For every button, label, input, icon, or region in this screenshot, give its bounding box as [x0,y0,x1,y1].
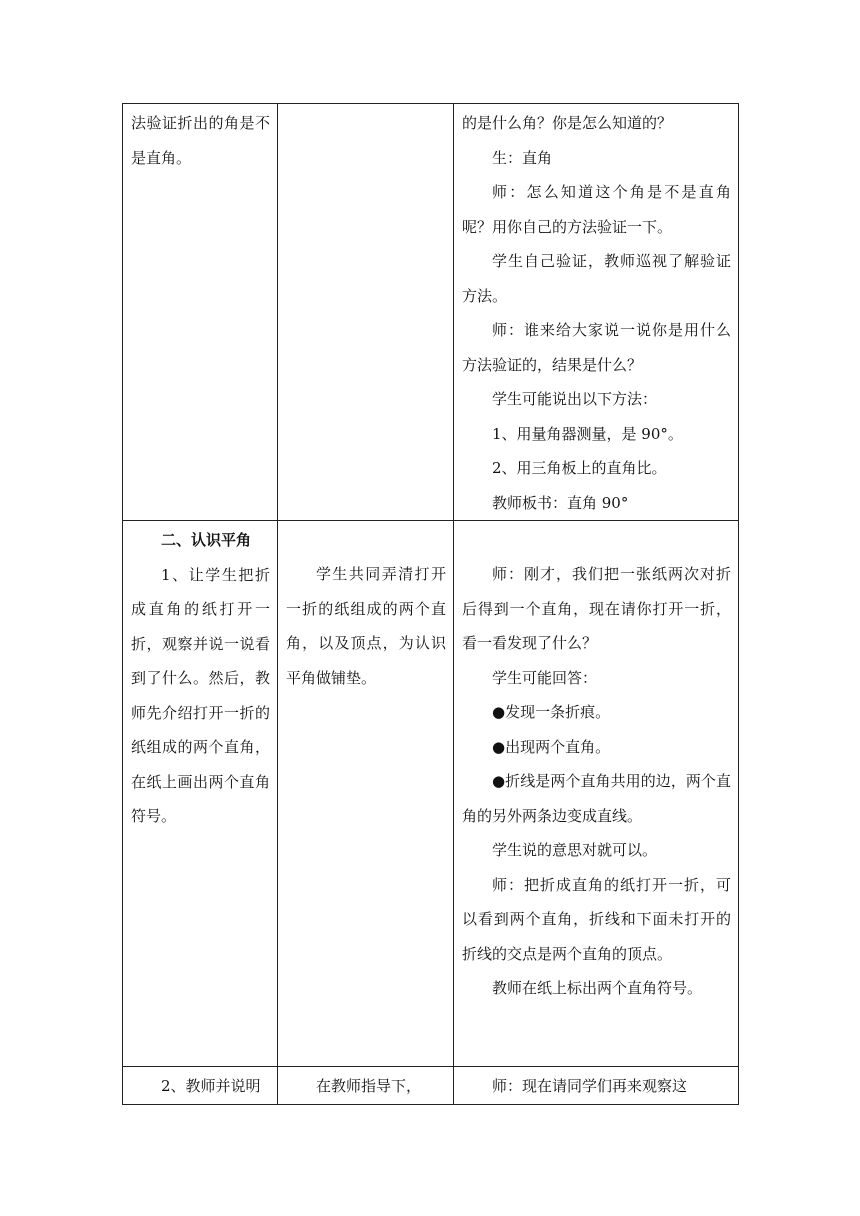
process-line: 师：刚才，我们把一张纸两次对折后得到一个直角，现在请你打开一折，看一看发现了什么？ [462,565,731,652]
process-line: 学生说的意思对就可以。 [492,841,658,859]
process-line: ●出现两个直角。 [492,737,611,756]
objective-text: 2、教师并说明 [161,1077,261,1095]
objective-cell [123,521,278,1067]
intent-cell [278,1067,454,1105]
process-line: 的是什么角？你是怎么知道的？ [462,114,673,132]
intent-cell [278,104,454,521]
process-cell [454,1067,739,1105]
process-line: 师：现在请同学们再来观察这 [492,1077,688,1095]
process-line: 教师在纸上标出两个直角符号。 [492,979,703,997]
lesson-plan-table [122,103,739,1105]
process-line: 学生自己验证，教师巡视了解验证方法。 [462,252,731,305]
objective-text: 法验证折出的角是不是直角。 [131,114,270,167]
process-line: 2、用三角板上的直角比。 [492,459,667,477]
table-row [123,104,739,521]
process-line: 师：把折成直角的纸打开一折，可以看到两个直角，折线和下面未打开的折线的交点是两个直角的顶点。 [462,875,731,963]
objective-cell [123,1067,278,1105]
process-line: 学生可能说出以下方法： [492,390,658,408]
process-line: ●折线是两个直角共用的边，两个直角的另外两条边变成直线。 [462,772,731,825]
intent-cell [278,521,454,1067]
table-row [123,1067,739,1105]
process-line: 1、用量角器测量，是 90°。 [492,424,683,443]
intent-text: 在教师指导下， [316,1077,422,1095]
section-heading: 二、认识平角 [161,531,252,549]
process-line: 师：怎么知道这个角是不是直角呢？用你自己的方法验证一下。 [462,183,731,236]
process-cell [454,521,739,1067]
table-row [123,521,739,1067]
process-line: ●发现一条折痕。 [492,703,611,721]
process-line: 教师板书：直角 90° [492,493,629,512]
process-line: 师：谁来给大家说一说你是用什么方法验证的，结果是什么？ [462,321,731,374]
process-line: 学生可能回答： [492,668,598,687]
objective-text: 1、让学生把折成直角的纸打开一折，观察并说一说看到了什么。然后，教师先介绍打开一折的纸组成的两个直角，在纸上画出两个直角符号。 [131,565,270,825]
objective-cell [123,104,278,521]
process-line: 生：直角 [492,148,553,167]
intent-text: 学生共同弄清打开一折的纸组成的两个直角，以及顶点，为认识平角做铺垫。 [286,565,446,687]
process-cell [454,104,739,521]
